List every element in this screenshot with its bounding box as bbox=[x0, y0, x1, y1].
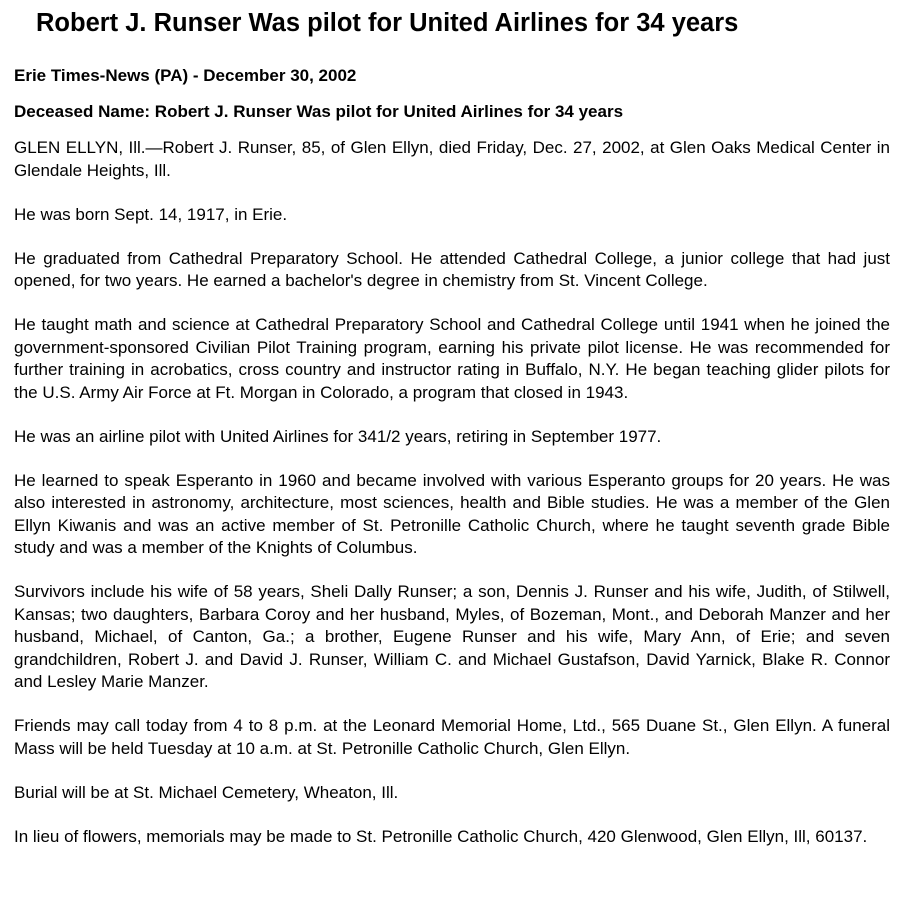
paragraph-teaching-and-pilot-training: He taught math and science at Cathedral Preparatory School and Cathedral College until 1941 when he joined the government-sponsored Civilian Pilot Training program, earning his private pilot license. He was recommended for further training in acrobatics, cross country and instructor rating in Buffalo, N.Y. He began teaching glider pilots for the U.S. Army Air Force at Ft. Morgan in Colorado, a program that closed in 1943. bbox=[14, 315, 890, 402]
paragraph-death-notice: GLEN ELLYN, Ill.—Robert J. Runser, 85, of Glen Ellyn, died Friday, Dec. 27, 2002, at Glen Oaks Medical Center in Glendale Heights, Ill. bbox=[14, 138, 890, 180]
paragraph-memorials: In lieu of flowers, memorials may be made to St. Petronille Catholic Church, 420 Glenwood, Glen Ellyn, Ill, 60137. bbox=[14, 826, 868, 846]
paragraph-visitation-and-funeral: Friends may call today from 4 to 8 p.m. at the Leonard Memorial Home, Ltd., 565 Duane St., Glen Ellyn. A funeral Mass will be held Tuesday at 10 a.m. at St. Petronille Catholic Church, Glen Ellyn. bbox=[14, 716, 890, 758]
article-body bbox=[14, 137, 890, 848]
article-source: Erie Times-News (PA) - December 30, 2002 bbox=[14, 66, 357, 85]
paragraph-interests: He learned to speak Esperanto in 1960 and became involved with various Esperanto groups for 20 years. He was also interested in astronomy, architecture, most sciences, health and Bible studies. He was a member of the Glen Ellyn Kiwanis and was an active member of St. Petronille Catholic Church, where he taught seventh grade Bible study and was a member of the Knights of Columbus. bbox=[14, 470, 890, 557]
paragraph-airline-career: He was an airline pilot with United Airlines for 341/2 years, retiring in September 1977. bbox=[14, 426, 662, 446]
paragraph-survivors: Survivors include his wife of 58 years, Sheli Dally Runser; a son, Dennis J. Runser and his wife, Judith, of Stilwell, Kansas; two daughters, Barbara Coroy and her husband, Myles, of Bozeman, Mont., and Deborah Manzer and her husband, Michael, of Canton, Ga.; a brother, Eugene Runser and his wife, Mary Ann, of Erie; and seven grandchildren, Robert J. and David J. Runser, William C. and Michael Gustafson, David Yarnick, Blake R. Connor and Lesley Marie Manzer. bbox=[14, 582, 890, 691]
paragraph-education: He graduated from Cathedral Preparatory School. He attended Cathedral College, a junior college that had just opened, for two years. He earned a bachelor's degree in chemistry from St. Vincent College. bbox=[14, 248, 890, 290]
paragraph-burial: Burial will be at St. Michael Cemetery, Wheaton, Ill. bbox=[14, 782, 399, 802]
article-title: Robert J. Runser Was pilot for United Airlines for 34 years bbox=[36, 9, 739, 37]
paragraph-birth: He was born Sept. 14, 1917, in Erie. bbox=[14, 204, 288, 224]
deceased-name-line: Deceased Name: Robert J. Runser Was pilot for United Airlines for 34 years bbox=[14, 102, 624, 121]
